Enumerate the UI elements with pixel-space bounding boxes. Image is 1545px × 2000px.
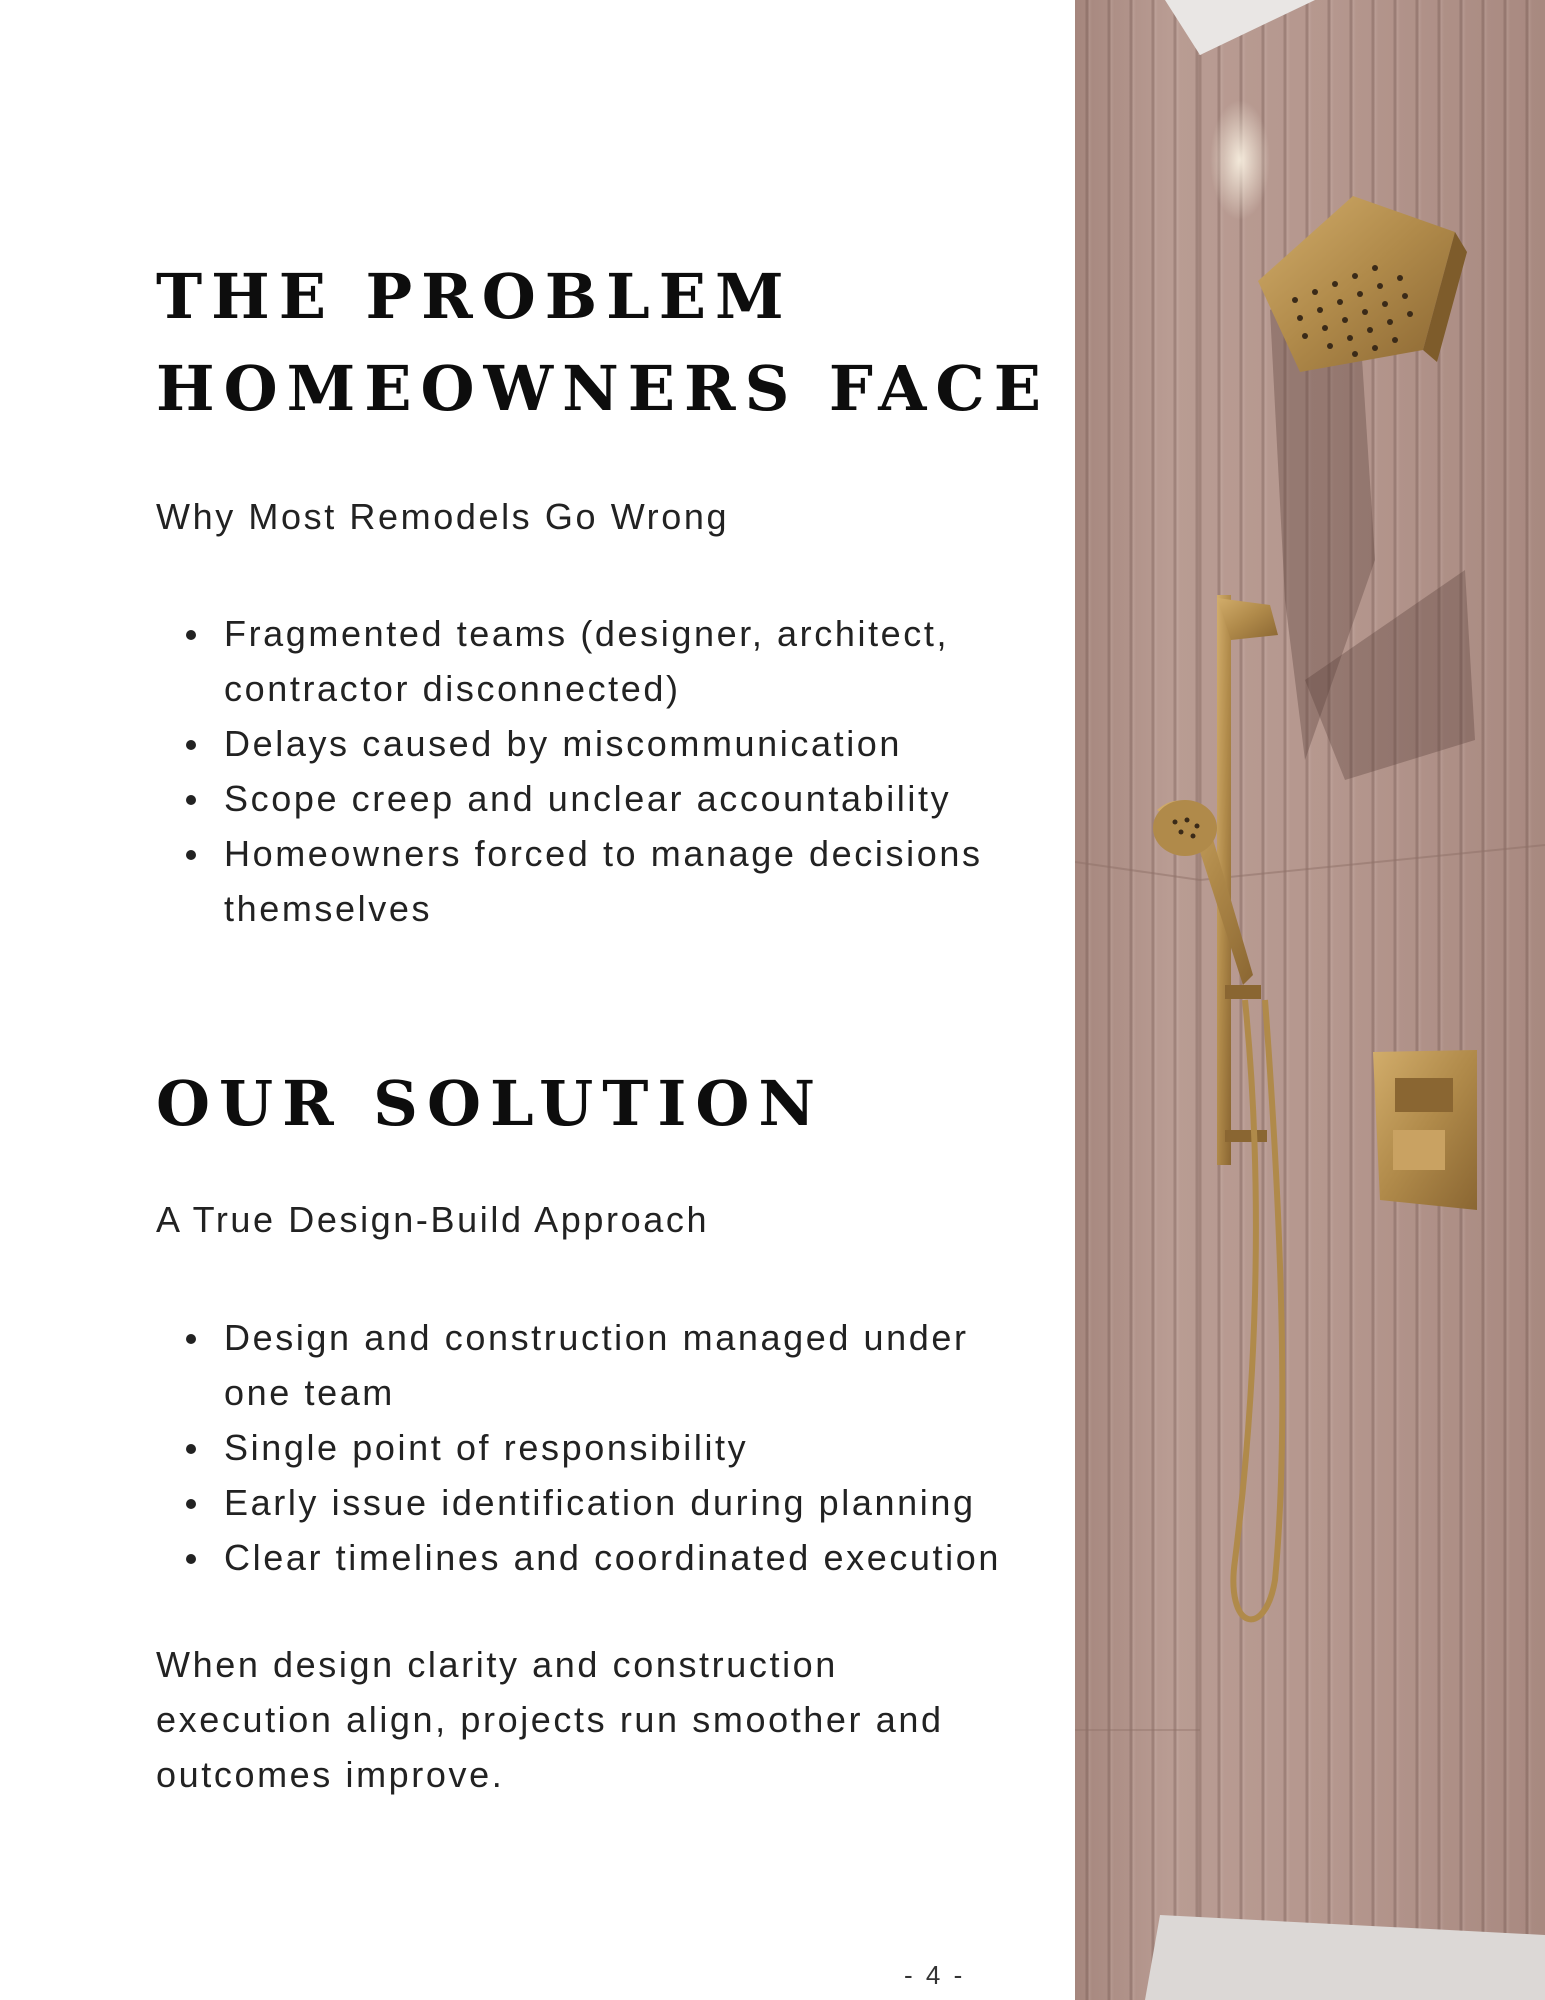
list-item: Design and construction managed under one team [186, 1310, 1046, 1420]
list-item: Clear timelines and coordinated execution [186, 1530, 1046, 1585]
list-item: Delays caused by miscommunication [186, 716, 1046, 771]
solution-heading: OUR SOLUTION [156, 1067, 825, 1140]
light-glow [1210, 100, 1270, 220]
closing-paragraph: When design clarity and construction execution align, projects run smoother and outcomes improve. [156, 1644, 944, 1795]
solution-subtitle: A True Design-Build Approach [156, 1199, 710, 1240]
problem-heading [156, 251, 1050, 435]
shower-hose [1233, 1000, 1282, 1619]
ceiling [1165, 0, 1315, 55]
list-item: Early issue identification during planning [186, 1475, 1046, 1530]
hand-shower [1153, 800, 1261, 999]
problem-heading-line-2: HOMEOWNERS FACE [156, 352, 1051, 425]
solution-bullet-list [186, 1310, 1046, 1585]
list-item: Fragmented teams (designer, architect, contractor disconnected) [186, 606, 1046, 716]
problem-heading-line-1: THE PROBLEM [156, 260, 793, 333]
rain-shower-head [1258, 196, 1467, 372]
problem-bullet-list [186, 606, 1046, 936]
shower-illustration [1075, 0, 1545, 2000]
list-item: Single point of responsibility [186, 1420, 1046, 1475]
list-item: Scope creep and unclear accountability [186, 771, 1046, 826]
tile-seam [1075, 862, 1200, 880]
shower-floor [1145, 1915, 1545, 2000]
list-item: Homeowners forced to manage decisions themselves [186, 826, 1046, 936]
page-number: - 4 - [904, 1960, 966, 1990]
valve-trim-plate [1373, 1050, 1477, 1210]
problem-subtitle: Why Most Remodels Go Wrong [156, 496, 730, 537]
shower-photo [1075, 0, 1545, 2000]
text-column [156, 0, 1051, 2000]
tile-seam [1200, 845, 1545, 880]
